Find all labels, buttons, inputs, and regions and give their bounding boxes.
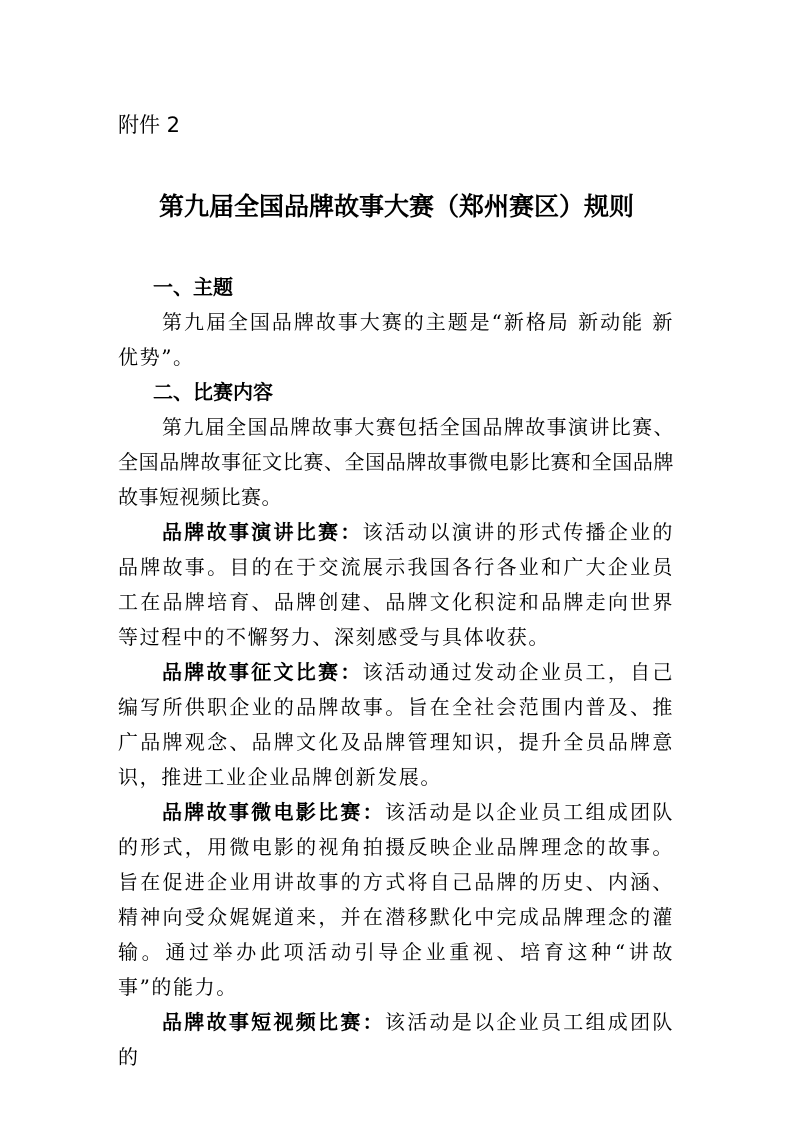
section-heading-theme: 一、主题 [153, 275, 233, 299]
section-heading-content: 二、比赛内容 [153, 380, 273, 404]
item-speech-contest [118, 515, 674, 655]
item-short-video-contest-lead: 品牌故事短视频比赛： [162, 1010, 385, 1034]
item-speech-contest-lead: 品牌故事演讲比赛： [162, 520, 363, 544]
document-title: 第九届全国品牌故事大赛（郑州赛区）规则 [158, 192, 634, 221]
item-short-video-contest-text: 该活动是以企业员工组成团队的 [118, 1010, 674, 1069]
item-essay-contest-text: 该活动通过发动企业员工，自己编写所供职企业的品牌故事。旨在全社会范围内普及、推广品牌观念、品牌文化及品牌管理知识，提升全员品牌意识，推进工业企业品牌创新发展。 [118, 660, 674, 789]
attachment-label: 附件 2 [118, 113, 181, 137]
item-microfilm-contest-text: 该活动是以企业员工组成团队的形式，用微电影的视角拍摄反映企业品牌理念的故事。旨在促进企业用讲故事的方式将自己品牌的历史、内涵、精神向受众娓娓道来，并在潜移默化中完成品牌理念的灌输。通过举办此项活动引导企业重视、培育这种“讲故事”的能力。 [118, 800, 674, 999]
item-microfilm-contest [118, 795, 674, 1005]
item-microfilm-contest-lead: 品牌故事微电影比赛： [162, 800, 385, 824]
item-speech-contest-text: 该活动以演讲的形式传播企业的品牌故事。目的在于交流展示我国各行各业和广大企业员工在品牌培育、品牌创建、品牌文化积淀和品牌走向世界等过程中的不懈努力、深刻感受与具体收获。 [118, 520, 674, 649]
item-essay-contest [118, 655, 674, 795]
item-essay-contest-lead: 品牌故事征文比赛： [162, 660, 363, 684]
content-paragraph: 第九届全国品牌故事大赛包括全国品牌故事演讲比赛、全国品牌故事征文比赛、全国品牌故事微电影比赛和全国品牌故事短视频比赛。 [118, 415, 674, 509]
document-body [118, 270, 674, 1075]
item-short-video-contest [118, 1005, 674, 1075]
theme-paragraph: 第九届全国品牌故事大赛的主题是“新格局 新动能 新优势”。 [118, 310, 674, 369]
